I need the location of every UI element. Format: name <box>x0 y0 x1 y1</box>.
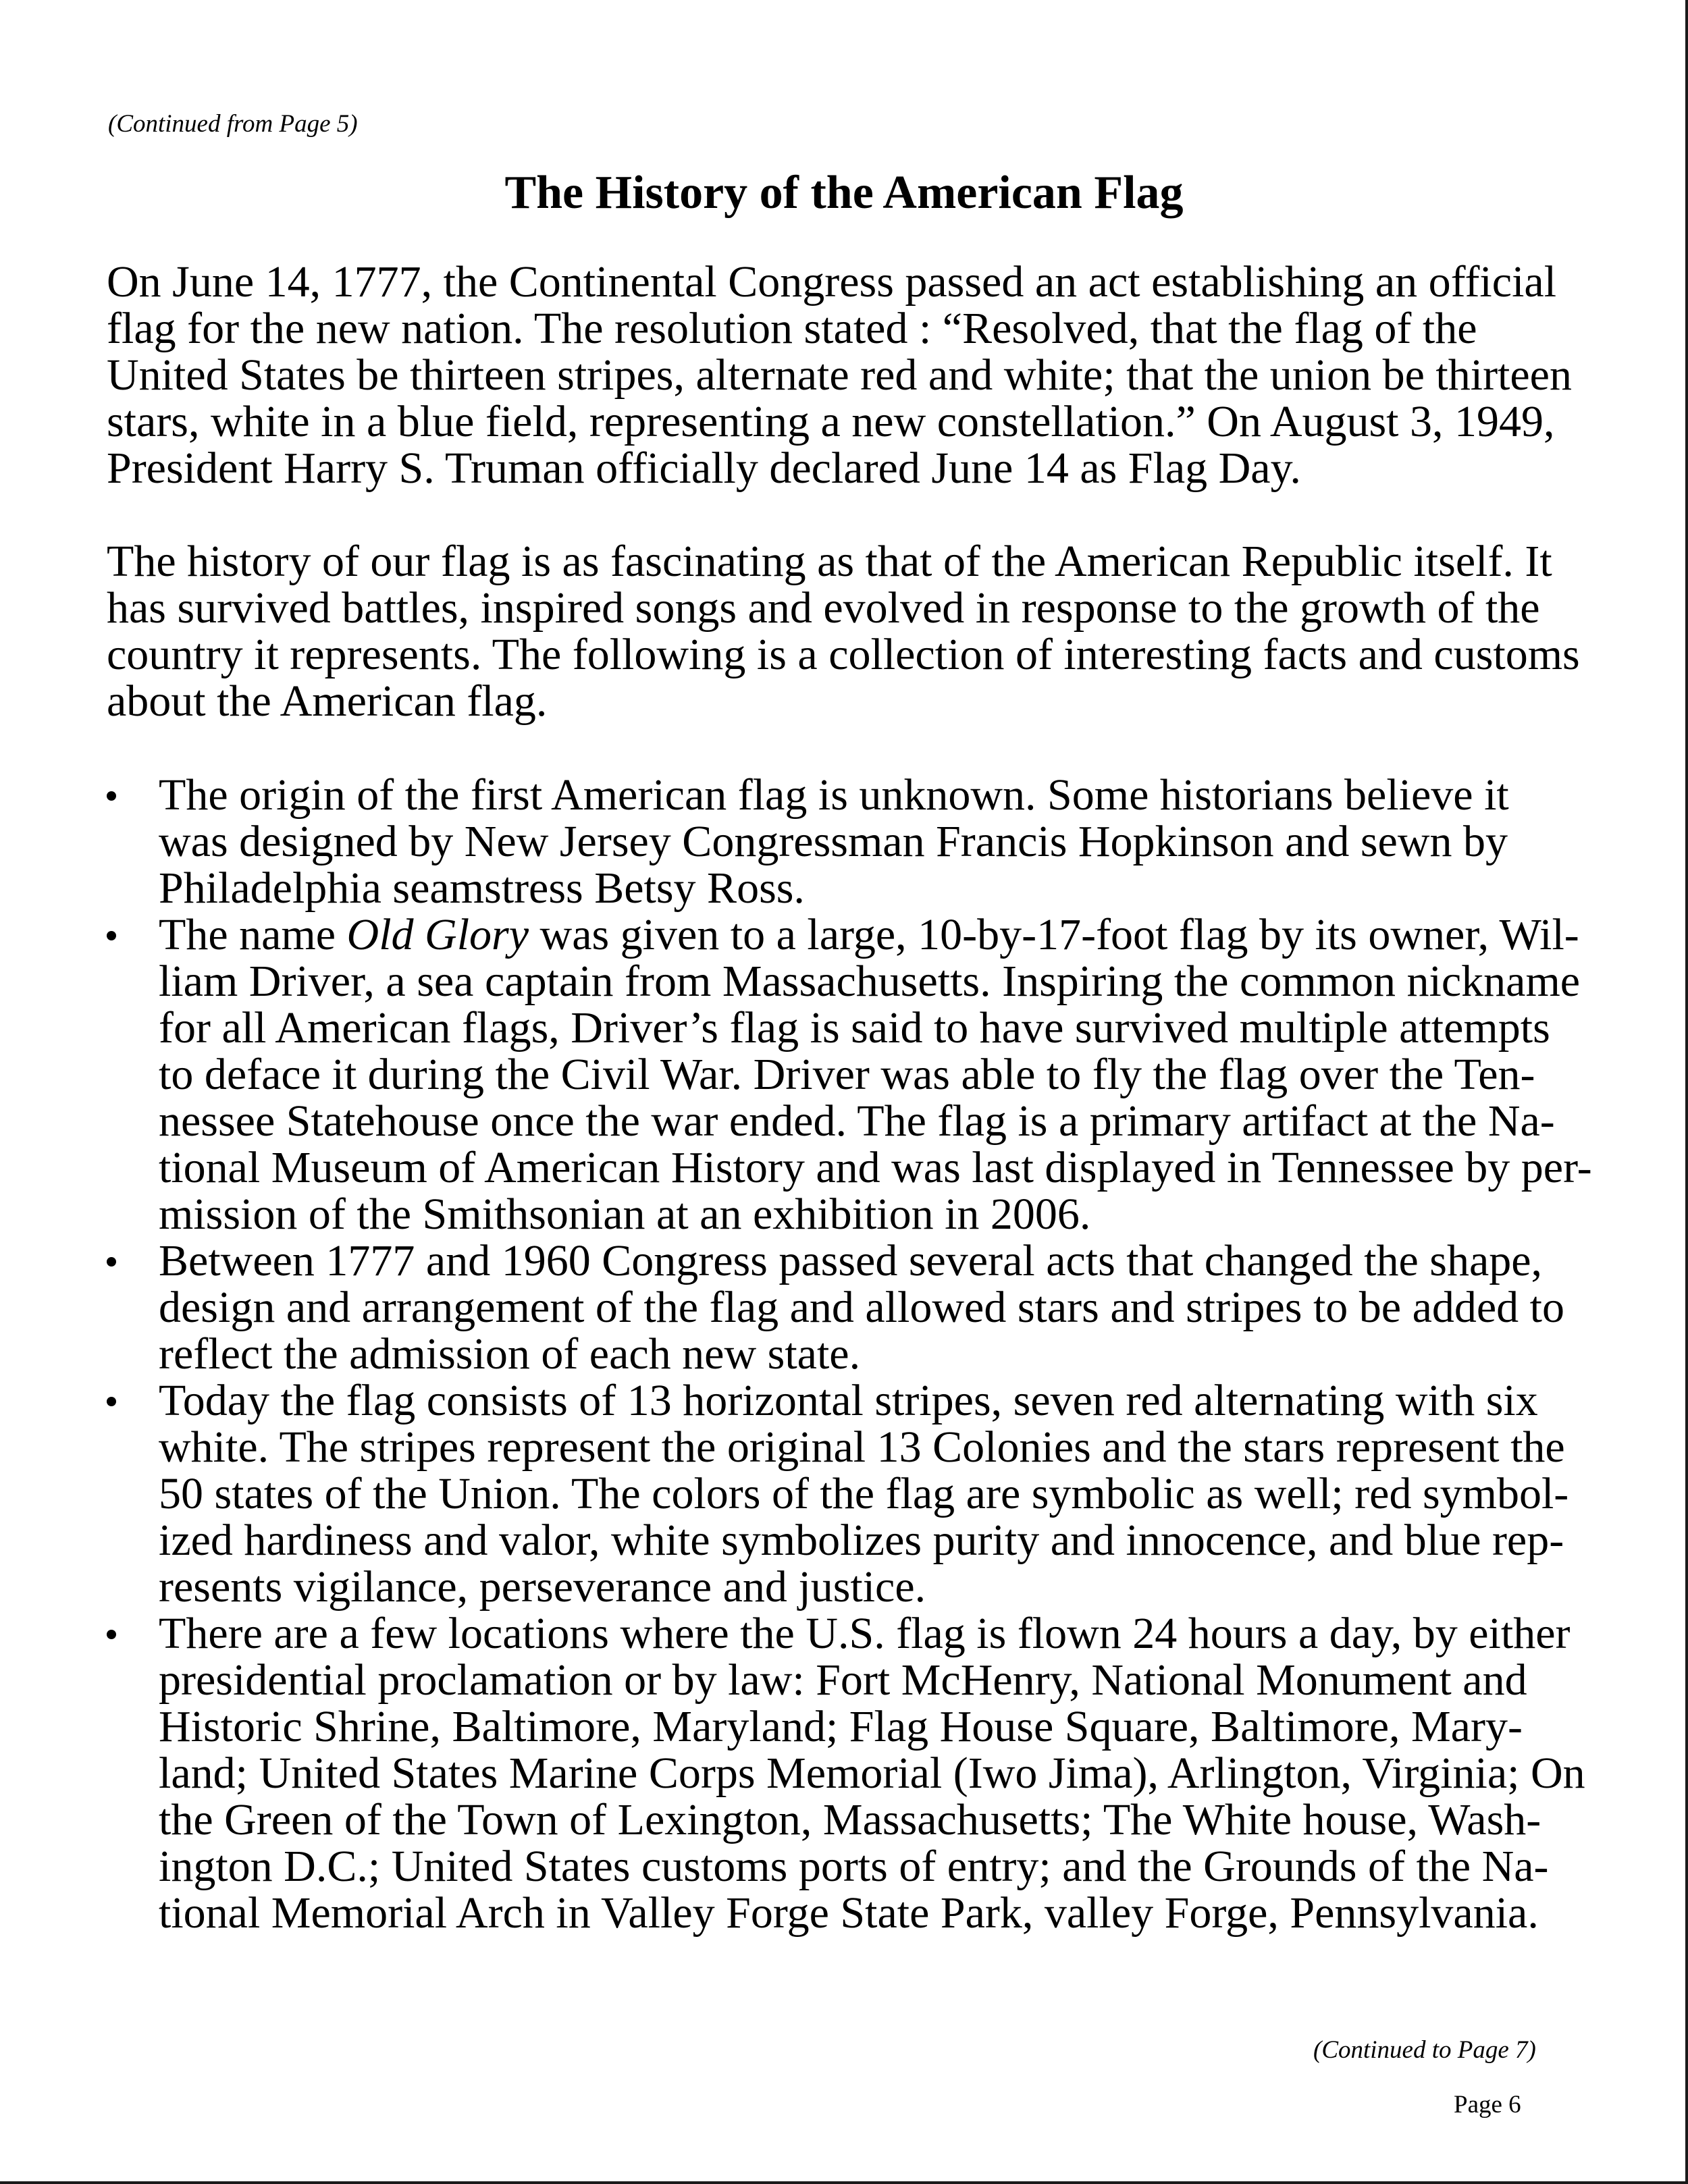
text-run: was given to a large, 10-by-17-foot flag by its owner, Wil- <box>529 910 1579 959</box>
list-item-line: 50 states of the Union. The colors of the flag are symbolic as well; red symbol- <box>159 1469 1569 1518</box>
list-item-line <box>159 911 1592 958</box>
paragraph-line: stars, white in a blue field, representing a new constellation.” On August 3, 1949, <box>107 397 1555 446</box>
list-item-flag-origin <box>107 772 1592 911</box>
list-item-line: was designed by New Jersey Congressman Francis Hopkinson and sewn by <box>159 817 1508 866</box>
continued-from-note: (Continued from Page 5) <box>108 110 358 138</box>
bullet-icon <box>107 931 116 940</box>
list-item-line: liam Driver, a sea captain from Massachusetts. Inspiring the common nickname <box>159 957 1581 1006</box>
text-run: The name <box>159 910 347 959</box>
bullet-icon <box>107 1257 116 1267</box>
list-item-line: Philadelphia seamstress Betsy Ross. <box>159 863 805 913</box>
list-item-line: ington D.C.; United States customs ports of entry; and the Grounds of the Na- <box>159 1842 1549 1891</box>
list-item-old-glory <box>107 911 1592 1237</box>
list-item-line: to deface it during the Civil War. Driver was able to fly the flag over the Ten- <box>159 1050 1535 1099</box>
paragraph-line: has survived battles, inspired songs and evolved in response to the growth of the <box>107 583 1540 633</box>
list-item-line: Between 1777 and 1960 Congress passed several acts that changed the shape, <box>159 1236 1543 1285</box>
list-item-line: tional Memorial Arch in Valley Forge State Park, valley Forge, Pennsylvania. <box>159 1888 1539 1938</box>
paragraph-line: On June 14, 1777, the Continental Congress passed an act establishing an official <box>107 257 1557 307</box>
list-item-line: resents vigilance, perseverance and justice. <box>159 1562 926 1612</box>
list-item-line: for all American flags, Driver’s flag is said to have survived multiple attempts <box>159 1003 1550 1053</box>
facts-bullet-list <box>107 772 1592 1936</box>
list-item-line: reflect the admission of each new state. <box>159 1329 861 1379</box>
list-item-line: mission of the Smithsonian at an exhibition in 2006. <box>159 1190 1091 1239</box>
list-item-line: ized hardiness and valor, white symbolizes purity and innocence, and blue rep- <box>159 1516 1564 1565</box>
list-item-line: land; United States Marine Corps Memorial (Iwo Jima), Arlington, Virginia; On <box>159 1749 1585 1798</box>
bullet-icon <box>107 1630 116 1639</box>
continued-to-note: (Continued to Page 7) <box>1313 2036 1536 2064</box>
list-item-line: There are a few locations where the U.S. flag is flown 24 hours a day, by either <box>159 1609 1571 1658</box>
intro-paragraph-2 <box>107 538 1580 724</box>
page-number: Page 6 <box>1454 2091 1521 2119</box>
emphasis-old-glory: Old Glory <box>346 910 529 959</box>
list-item-line: the Green of the Town of Lexington, Massachusetts; The White house, Wash- <box>159 1795 1541 1844</box>
paragraph-line: President Harry S. Truman officially declared June 14 as Flag Day. <box>107 444 1301 493</box>
paragraph-line: United States be thirteen stripes, alternate red and white; that the union be thirteen <box>107 350 1572 400</box>
list-item-line: Historic Shrine, Baltimore, Maryland; Flag House Square, Baltimore, Mary- <box>159 1702 1523 1751</box>
intro-paragraph-1 <box>107 259 1572 491</box>
paragraph-line: country it represents. The following is a collection of interesting facts and customs <box>107 630 1580 679</box>
list-item-line: The origin of the first American flag is unknown. Some historians believe it <box>159 770 1509 820</box>
bullet-icon <box>107 1397 116 1406</box>
paragraph-line: The history of our flag is as fascinating as that of the American Republic itself. It <box>107 537 1552 586</box>
list-item-line: nessee Statehouse once the war ended. The flag is a primary artifact at the Na- <box>159 1096 1555 1146</box>
list-item-congress-acts <box>107 1237 1592 1377</box>
list-item-line: presidential proclamation or by law: Fort McHenry, National Monument and <box>159 1655 1527 1705</box>
article-title: The History of the American Flag <box>504 167 1184 219</box>
paragraph-line: about the American flag. <box>107 676 548 726</box>
list-item-line: Today the flag consists of 13 horizontal stripes, seven red alternating with six <box>159 1376 1538 1425</box>
list-item-stripes-and-colors <box>107 1377 1592 1610</box>
list-item-line: tional Museum of American History and was last displayed in Tennessee by per- <box>159 1143 1592 1192</box>
list-item-line: design and arrangement of the flag and allowed stars and stripes to be added to <box>159 1283 1564 1332</box>
bullet-icon <box>107 791 116 801</box>
list-item-line: white. The stripes represent the original 13 Colonies and the stars represent the <box>159 1422 1565 1472</box>
list-item-24-hour-locations <box>107 1610 1592 1936</box>
paragraph-line: flag for the new nation. The resolution stated : “Resolved, that the flag of the <box>107 304 1477 353</box>
